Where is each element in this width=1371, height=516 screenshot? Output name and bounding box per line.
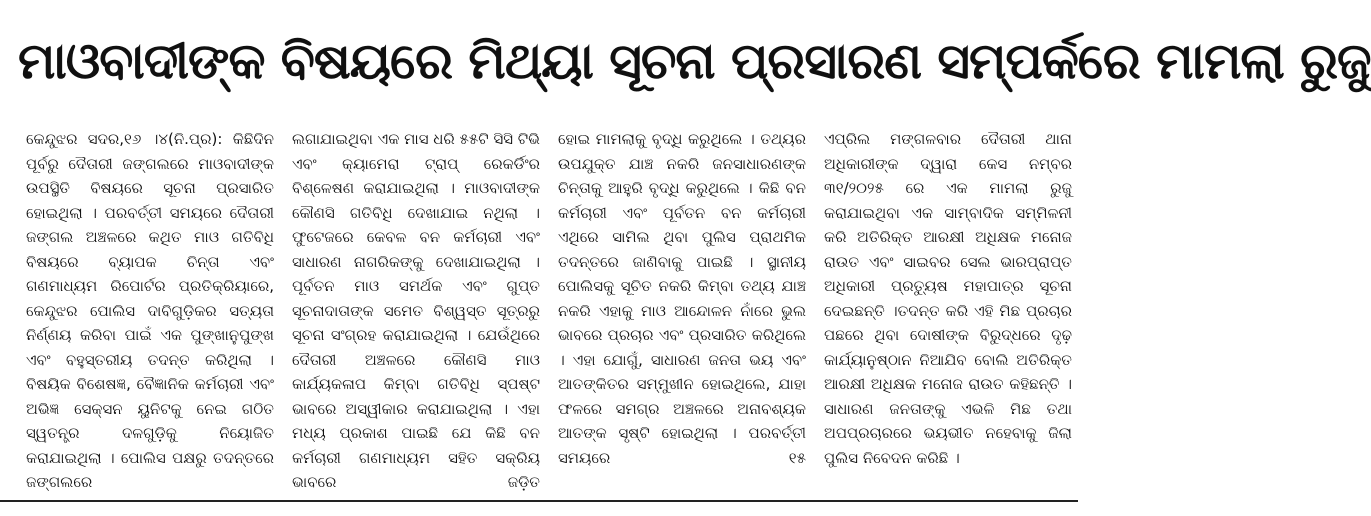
body-text: ଲଗାଯାଇଥିବା ଏକ ମାସ ଧରି ୫୫ଟି ସିସି ଟିଭି ଏବଂ କ୍ୟାମେରା ଟ୍ରାପ୍ ରେକର୍ଡିଂର ବିଶ୍ଳେଷଣ କରାଯାଇଥିଲା । ମାଓବାଦୀଙ୍କ କୌଣସି ଗତିବିଧି ଦେଖାଯାଇ ନଥିଲା । ଫୁଟେଜରେ କେବଳ ବନ କର୍ମଚାରୀ ଏବଂ ସାଧାରଣ ନାଗରିକଙ୍କୁ ଦେଖାଯାଇଥିଲା । ପୂର୍ବତନ ମାଓ ସମର୍ଥକ ଏବଂ ଗୁପ୍ତ ସୂଚନାଦାତାଙ୍କ ସମେତ ବିଶ୍ୱସ୍ତ ସୂତ୍ରରୁ ସୂଚନା ସଂଗ୍ରହ କରାଯାଇଥିଲା । ଯେଉଁଥିରେ ଦୈତାରୀ ଅଞ୍ଚଳରେ କୌଣସି ମାଓ କାର୍ଯ୍ୟକଳାପ କିମ୍ବା ଗତିବିଧି ସ୍ପଷ୍ଟ ଭାବରେ ଅସ୍ୱୀକାର କରାଯାଇଥିଲା । ଏହା ମଧ୍ୟ ପ୍ରକାଶ ପାଇଛି ଯେ କିଛି ବନ କର୍ମଚାରୀ ଗଣମାଧ୍ୟମ ସହିତ ସକ୍ରିୟ ଭାବରେ ଜଡ଼ିତ: [292, 130, 540, 491]
bottom-divider: [0, 500, 1078, 502]
article-column-4: [824, 127, 1072, 495]
article-column-3: [558, 127, 806, 495]
article-column-1: [26, 127, 274, 495]
article-columns: [26, 127, 1072, 495]
article-column-2: [292, 127, 540, 495]
headline: ମାଓବାଦୀଙ୍କ ବିଷୟରେ ମିଥ୍ୟା ସୂଚନା ପ୍ରସାରଣ ସମ୍ପର୍କରେ ମାମଲା ରୁଜୁ: [18, 32, 1371, 90]
body-text: ହୋଇ ମାମଲାକୁ ବୃଦ୍ଧି କରୁଥିଲେ । ତଥ୍ୟର ଉପଯୁକ୍ତ ଯାଞ୍ଚ ନକରି ଜନସାଧାରଣଙ୍କ ଚିନ୍ତାକୁ ଆହୁରି ବୃଦ୍ଧି କରୁଥିଲେ । କିଛି ବନ କର୍ମଚାରୀ ଏବଂ ପୂର୍ବତନ ବନ କର୍ମଚାରୀ ଏଥିରେ ସାମିଲ ଥିବା ପୁଲିସ ପ୍ରାଥମିକ ତଦନ୍ତରେ ଜାଣିବାକୁ ପାଇଛି । ସ୍ଥାନୀୟ ପୋଲିସକୁ ସୂଚିତ ନକରି କିମ୍ବା ତଥ୍ୟ ଯାଞ୍ଚ ନକରି ଏହାକୁ ମାଓ ଆନ୍ଦୋଳନ ନାଁରେ ଭୁଲ ଭାବରେ ପ୍ରଚାର ଏବଂ ପ୍ରସାରିତ କରିଥିଲେ । ଏହା ଯୋଗୁଁ, ସାଧାରଣ ଜନତା ଭୟ ଏବଂ ଆତଙ୍କିତର ସମ୍ମୁଖୀନ ହୋଇଥିଲେ, ଯାହା ଫଳରେ ସମଗ୍ର ଅଞ୍ଚଳରେ ଅନାବଶ୍ୟକ ଆତଙ୍କ ସୃଷ୍ଟି ହୋଇଥିଲା । ପରବର୍ତ୍ତୀ ସମୟରେ ୧୫: [558, 130, 806, 467]
body-text: କେନ୍ଦୁଝର ସଦର,୧୬ ।୪(ନି.ପ୍ର): କିଛିଦିନ ପୂର୍ବରୁ ଦୈତାରୀ ଜଙ୍ଗଲରେ ମାଓବାଦୀଙ୍କ ଉପସ୍ଥିତି ବିଷୟରେ ସୂଚନା ପ୍ରସାରିତ ହୋଇଥିଲା । ପରବର୍ତ୍ତୀ ସମୟରେ ଦୈତାରୀ ଜଙ୍ଗଲ ଅଞ୍ଚଳରେ କଥିତ ମାଓ ଗତିବିଧି ବିଷୟରେ ବ୍ୟାପକ ଚିନ୍ତା ଏବଂ ଗଣମାଧ୍ୟମ ରିପୋର୍ଟର ପ୍ରତିକ୍ରିୟାରେ, କେନ୍ଦୁଝର ପୋଲିସ ଦାବିଗୁଡ଼ିକର ସତ୍ୟତା ନିର୍ଣ୍ଣୟ କରିବା ପାଇଁ ଏକ ପୁଙ୍ଖାନୁପୁଙ୍ଖ ଏବଂ ବହୁସ୍ତରୀୟ ତଦନ୍ତ କରିଥିଲା । ବିଷୟିକ ବିଶେଷଜ୍ଞ, ବୈଜ୍ଞାନିକ କର୍ମଚାରୀ ଏବଂ ଅଭିଜ୍ଞ ସେକ୍ସନ ୟୁନିଟକୁ ନେଇ ଗଠିତ ସ୍ୱତନ୍ତ୍ର ଦଳଗୁଡ଼ିକୁ ନିୟୋଜିତ କରାଯାଇଥିଲା । ପୋଲିସ ପକ୍ଷରୁ ତଦନ୍ତରେ ଜଙ୍ଗଲରେ: [26, 130, 274, 491]
body-text: ଏପ୍ରିଲ ମଙ୍ଗଳବାର ଦୈତାରୀ ଥାନା ଅଧିକାରୀଙ୍କ ଦ୍ୱାରା କେସ ନମ୍ବର ୩୧/୨୦୨୫ ରେ ଏକ ମାମଲା ରୁଜୁ କରାଯାଇଥିବା ଏକ ସାମ୍ବାଦିକ ସମ୍ମିଳନୀ କରି ଅତିରିକ୍ତ ଆରକ୍ଷୀ ଅଧିକ୍ଷକ ମନୋଜ ରାଉତ ଏବଂ ସାଇବର ସେଲ ଭାରପ୍ରାପ୍ତ ଅଧିକାରୀ ପ୍ରତ୍ୟୁଷ ମହାପାତ୍ର ସୂଚନା ଦେଇଛନ୍ତି ।ତଦନ୍ତ କରି ଏହି ମିଛ ପ୍ରଚାର ପଛରେ ଥିବା ଦୋଷୀଙ୍କ ବିରୁଦ୍ଧରେ ଦୃଢ଼ କାର୍ଯ୍ୟାନୁଷ୍ଠାନ ନିଆଯିବ ବୋଲି ଅତିରିକ୍ତ ଆରକ୍ଷୀ ଅଧିକ୍ଷକ ମନୋଜ ରାଉତ କହିଛନ୍ତି । ସାଧାରଣ ଜନତାଙ୍କୁ ଏଭଳି ମିଛ ତଥା ଅପପ୍ରଚାରରେ ଭୟଭୀତ ନହେବାକୁ ଜିଲା ପୁଲିସ ନିବେଦନ କରିଛି ।: [824, 130, 1072, 467]
